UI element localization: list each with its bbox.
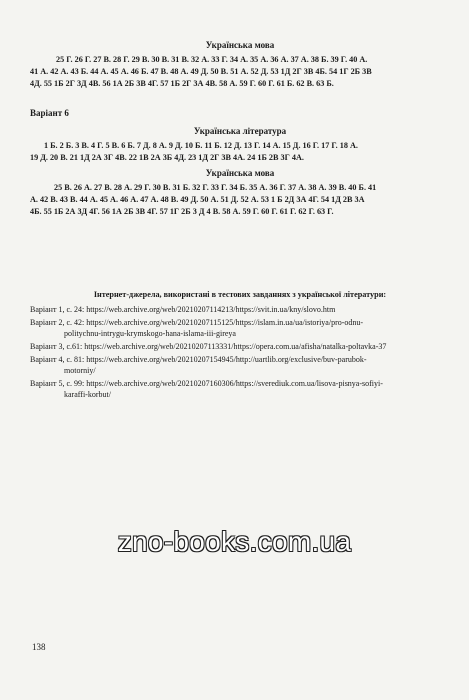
watermark: zno-books.com.ua xyxy=(117,526,352,557)
sources-title: Інтернет-джерела, використані в тестових завданнях з української літератури: xyxy=(93,290,387,299)
answer-line: 19 Д. 20 В. 21 1Д 2А 3Г 4В. 22 1В 2А 3Б 4Д. 23 1Д 2Г 3В 4А. 24 1Б 2В 3Г 4А. xyxy=(30,153,304,162)
source-item xyxy=(30,378,450,400)
source-line: Варіант 4, с. 81: https://web.archive.org/web/20210207154945/http://uartlib.org/exclusive/buv-parubok- xyxy=(30,355,367,364)
section-title: Українська мова xyxy=(205,40,275,50)
section-title: Українська література xyxy=(193,126,287,136)
answer-line: 41 А. 42 А. 43 Б. 44 А. 45 А. 46 Б. 47 В. 48 А. 49 Д. 50 В. 51 А. 52 Д. 53 1Д 2Г 3В 4Б. 54 1Г 2Б 3В xyxy=(30,67,372,76)
answer-line: 25 Г. 26 Г. 27 В. 28 Г. 29 В. 30 В. 31 В. 32 А. 33 Г. 34 А. 35 А. 36 А. 37 А. 38 Б. 39 Г. 40 А. xyxy=(56,55,368,64)
source-line: Варіант 2, с. 42: https://web.archive.org/web/20210207115125/https://islam.in.ua/ua/istoriya/pro-odnu- xyxy=(30,318,364,327)
source-item xyxy=(30,341,450,352)
ukr-lang-section xyxy=(30,40,450,90)
source-line: Варіант 3, с.61: https://web.archive.org/web/20210207113331/https://opera.com.ua/afisha/natalka-poltavka-37 xyxy=(30,342,387,351)
source-line-cont: politychnu-intrygu-krymskogo-hana-islama-iii-gireya xyxy=(64,329,236,338)
answer-line: 1 Б. 2 Б. 3 В. 4 Г. 5 В. 6 Б. 7 Д. 8 А. 9 Д. 10 Б. 11 Б. 12 Д. 13 Г. 14 А. 15 Д. 16 Г. 17 Г. 18 А. xyxy=(44,141,358,150)
answer-lines xyxy=(30,182,450,218)
source-line-cont: karaffi-korbut/ xyxy=(64,390,111,399)
answer-lines xyxy=(30,140,450,164)
ukr-lit-section xyxy=(30,126,450,164)
source-line: Варіант 1, с. 24: https://web.archive.org/web/20210207114213/https://svit.in.ua/kny/slovo.htm xyxy=(30,305,336,314)
source-line-cont: motorniy/ xyxy=(64,366,96,375)
source-item xyxy=(30,304,450,315)
sources-list xyxy=(30,304,450,400)
ukr-lang-section-v6 xyxy=(30,168,450,218)
variant-heading: Варіант 6 xyxy=(30,108,69,118)
answer-line: А. 42 В. 43 В. 44 А. 45 А. 46 А. 47 А. 48 В. 49 Д. 50 А. 51 Д. 52 А. 53 1 Б 2Д 3А 4Г. 54 1Д 2В 3А xyxy=(30,195,365,204)
source-item xyxy=(30,317,450,339)
page-number: 138 xyxy=(32,642,46,652)
answer-lines xyxy=(30,54,450,90)
section-title: Українська мова xyxy=(205,168,275,178)
source-item xyxy=(30,354,450,376)
source-line: Варіант 5, с. 99: https://web.archive.org/web/20210207160306/https://sverediuk.com.ua/lisova-pisnya-sofiyi- xyxy=(30,379,383,388)
answer-line: 4Д. 55 1Б 2Г 3Д 4В. 56 1А 2Б 3В 4Г. 57 1Б 2Г 3А 4В. 58 А. 59 Г. 60 Г. 61 Б. 62 В. 63 Б. xyxy=(30,79,334,88)
answer-line: 4Б. 55 1Б 2А 3Д 4Г. 56 1А 2Б 3В 4Г. 57 1Г 2Б 3 Д 4 В. 58 А. 59 Г. 60 Г. 61 Г. 62 Г. 63 Г. xyxy=(30,207,334,216)
answer-line: 25 В. 26 А. 27 В. 28 А. 29 Г. 30 В. 31 Б. 32 Г. 33 Г. 34 Б. 35 А. 36 Г. 37 А. 38 А. 39 В. 40 Б. 41 xyxy=(54,183,377,192)
